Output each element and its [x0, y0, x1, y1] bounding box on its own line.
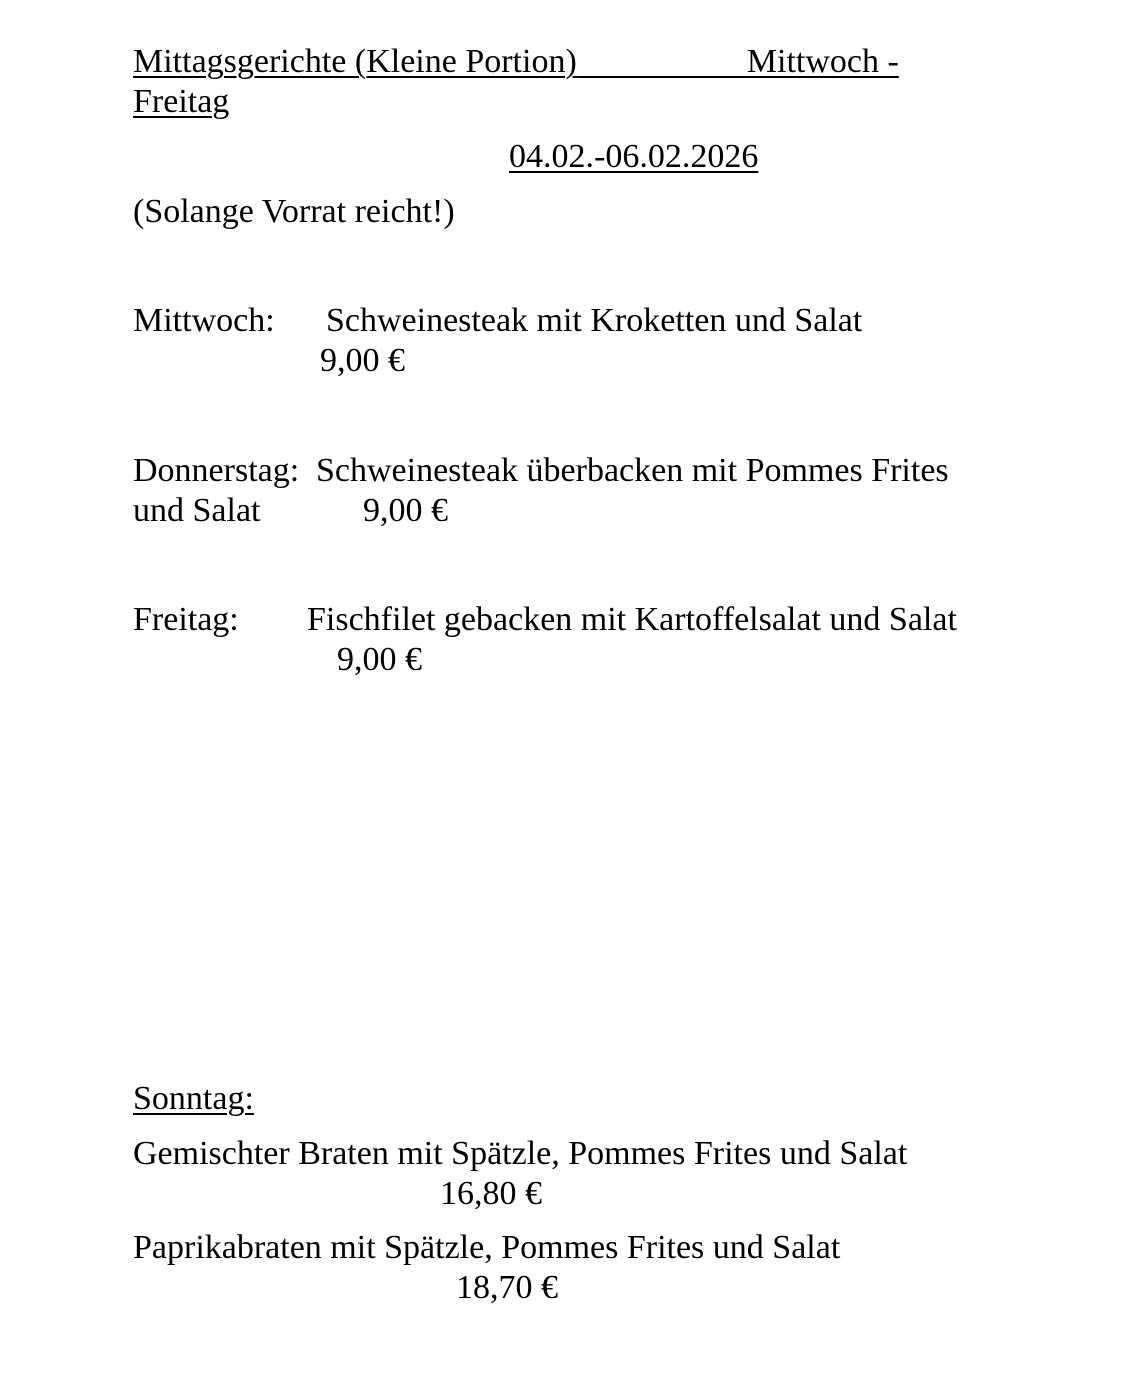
sunday-price-1: 16,80 € [440, 1175, 542, 1212]
dish-wednesday: Schweinesteak mit Kroketten und Salat [326, 302, 863, 339]
days-range: Mittwoch - [746, 43, 899, 80]
price-wednesday: 9,00 € [320, 342, 405, 379]
day-label-friday: Freitag: [133, 601, 239, 638]
day-label-thursday: Donnerstag: [133, 452, 300, 489]
date-range: 04.02.-06.02.2026 [509, 138, 759, 175]
menu-title-line [133, 42, 899, 82]
sunday-heading: Sonntag: [133, 1080, 254, 1117]
menu-title: Mittagsgerichte (Kleine Portion) [133, 43, 577, 80]
availability-note: (Solange Vorrat reicht!) [133, 193, 455, 230]
days-range-end-line [133, 82, 229, 122]
price-thursday: 9,00 € [363, 492, 448, 529]
days-range-end: Freitag [133, 83, 230, 120]
sunday-heading-line [133, 1079, 254, 1119]
dish-thursday-continued: und Salat [133, 492, 261, 529]
dish-thursday: Schweinesteak überbacken mit Pommes Frites [316, 452, 949, 489]
dish-friday: Fischfilet gebacken mit Kartoffelsalat und Salat [307, 601, 957, 638]
title-spacer [577, 43, 747, 80]
sunday-dish-1: Gemischter Braten mit Spätzle, Pommes Frites und Salat [133, 1135, 908, 1172]
price-friday: 9,00 € [337, 641, 422, 678]
sunday-dish-2: Paprikabraten mit Spätzle, Pommes Frites und Salat [133, 1229, 841, 1266]
sunday-price-2: 18,70 € [456, 1269, 558, 1306]
day-label-wednesday: Mittwoch: [133, 302, 275, 339]
date-range-line [509, 137, 758, 177]
